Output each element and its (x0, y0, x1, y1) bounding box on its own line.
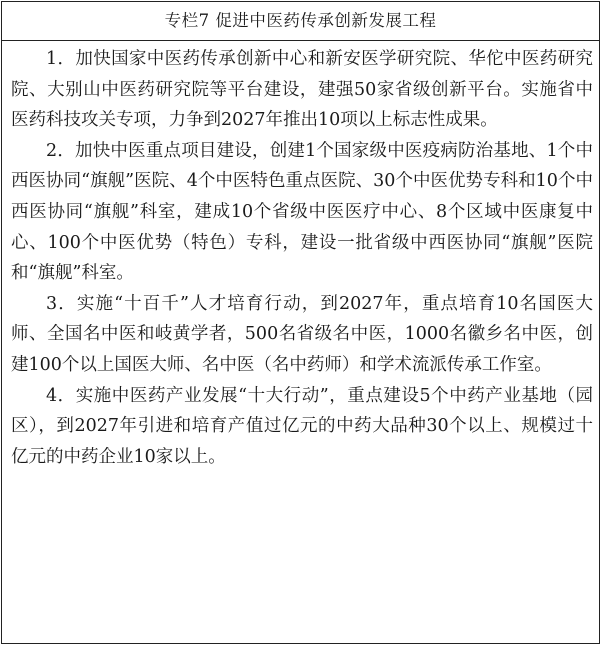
special-column-box (1, 1, 600, 644)
paragraph-2: 2．加快中医重点项目建设，创建1个国家级中医疫病防治基地、1个中西医协同“旗舰”医院、4个中医特色重点医院、30个中医优势专科和10个中西医协同“旗舰”科室，建成10个省级中医医疗中心、8个区域中医康复中心、100个中医优势（特色）专科，建设一批省级中西医协同“旗舰”医院和“旗舰”科室。 (11, 140, 593, 284)
paragraph-1: 1．加快国家中医药传承创新中心和新安医学研究院、华佗中医药研究院、大别山中医药研究院等平台建设，建强50家省级创新平台。实施省中医药科技攻关专项，力争到2027年推出10项以上标志性成果。 (11, 49, 593, 131)
column-body (2, 41, 599, 472)
paragraph-4: 4．实施中医药产业发展“十大行动”，重点建设5个中药产业基地（园区），到2027年引进和培育产值过亿元的中药大品种30个以上、规模过十亿元的中药企业10家以上。 (11, 385, 593, 467)
column-title: 专栏7 促进中医药传承创新发展工程 (2, 2, 599, 41)
paragraph-3: 3．实施“十百千”人才培育行动，到2027年，重点培育10名国医大师、全国名中医和岐黄学者，500名省级名中医，1000名徽乡名中医，创建100个以上国医大师、名中医（名中药师）和学术流派传承工作室。 (11, 293, 593, 375)
